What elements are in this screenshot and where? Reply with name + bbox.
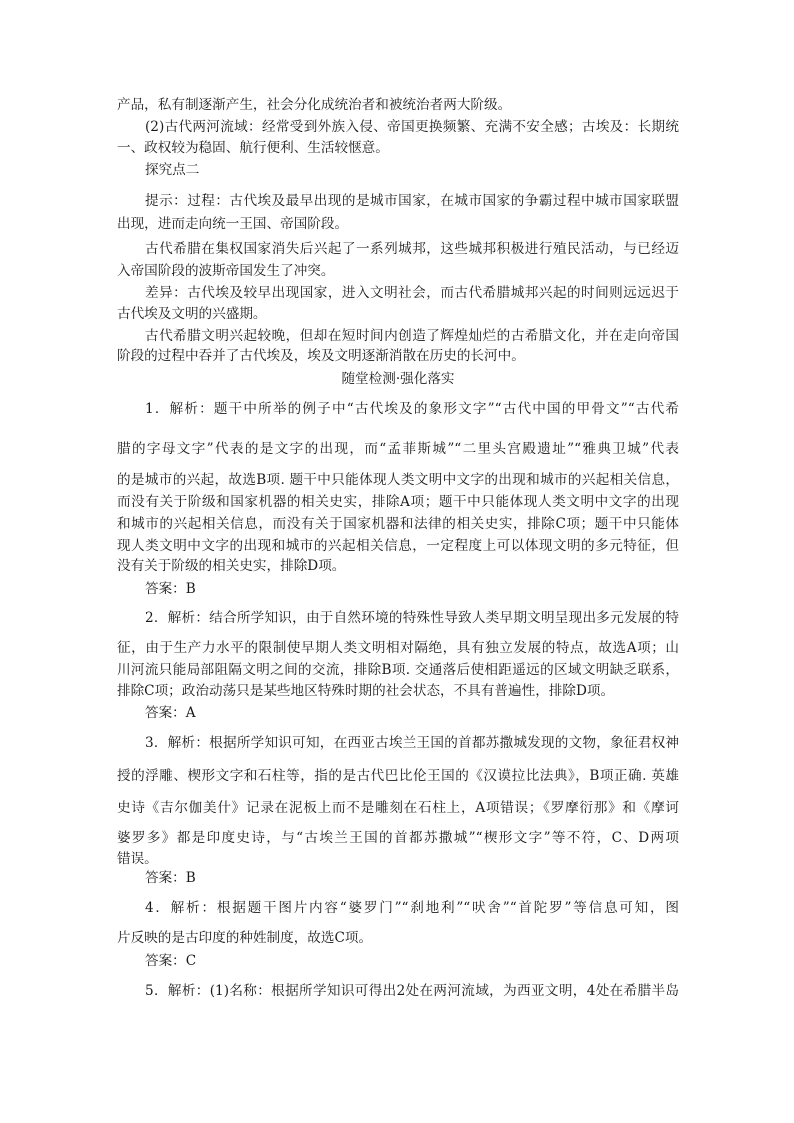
paragraph-line: 出现，进而走向统一王国、帝国阶段。 — [117, 216, 349, 232]
paragraph-line: 而没有关于阶级和国家机器的相关史实，排除A项；题干中只能体现人类文明中文字的出现 — [117, 494, 679, 510]
paragraph-line: 1．解析：题干中所举的例子中“古代埃及的象形文字”“古代中国的甲骨文”“古代希 — [145, 401, 679, 417]
answer-line: 答案：B — [145, 581, 196, 597]
paragraph-line: 阶段的过程中吞并了古代埃及，埃及文明逐渐消散在历史的长河中。 — [117, 348, 525, 364]
answer-line: 答案：B — [145, 870, 196, 886]
answer-line: 答案：A — [145, 705, 196, 721]
paragraph-line: 授的浮雕、楔形文字和石柱等，指的是古代巴比伦王国的《汉谟拉比法典》，B项正确. 英雄 — [117, 768, 679, 784]
paragraph-line: 差异：古代埃及较早出现国家，进入文明社会，而古代希腊城邦兴起的时间则远远迟于 — [145, 285, 679, 301]
paragraph-line: 现人类文明中文字的出现和城市的兴起相关信息，一定程度上可以体现文明的多元特征，但 — [117, 538, 679, 554]
paragraph-line: 入帝国阶段的波斯帝国发生了冲突。 — [117, 263, 335, 279]
paragraph-line: 古代希腊在集权国家消失后兴起了一系列城邦，这些城邦积极进行殖民活动，与已经迈 — [145, 241, 679, 257]
paragraph-line: 史诗《吉尔伽美什》记录在泥板上而不是雕刻在石柱上，A项错误；《罗摩衍那》和《摩诃 — [117, 800, 679, 816]
paragraph-line: 婆罗多》都是印度史诗，与“古埃兰王国的首都苏撒城”“楔形文字”等不符，C、D两项 — [117, 830, 679, 846]
paragraph-line: 4．解析：根据题干图片内容“婆罗门”“刹地利”“吠舍”“首陀罗”等信息可知，图 — [145, 900, 679, 916]
paragraph-line: 古代希腊文明兴起较晚，但却在短时间内创造了辉煌灿烂的古希腊文化，并在走向帝国 — [145, 328, 679, 344]
paragraph-line: 2．解析：结合所学知识，由于自然环境的特殊性导致人类早期文明呈现出多元发展的特 — [145, 610, 679, 626]
paragraph-line: 3．解析：根据所学知识可知，在西亚古埃兰王国的首都苏撒城发现的文物，象征君权神 — [145, 735, 679, 751]
paragraph-line: 没有关于阶级的相关史实，排除D项。 — [117, 558, 346, 574]
paragraph-line: 产品，私有制逐渐产生，社会分化成统治者和被统治者两大阶级。 — [117, 97, 512, 113]
paragraph-line: 一、政权较为稳固、航行便利、生活较惬意。 — [117, 140, 389, 156]
section-heading: 探究点二 — [145, 162, 200, 178]
paragraph-line: 5．解析：(1)名称：根据所学知识可得出2处在两河流域，为西亚文明，4处在希腊半岛 — [145, 983, 679, 999]
paragraph-line: 的是城市的兴起，故选B项. 题干中只能体现人类文明中文字的出现和城市的兴起相关信息， — [117, 472, 679, 488]
paragraph-line: 古代埃及文明的兴盛期。 — [117, 306, 267, 322]
paragraph-line: 和城市的兴起相关信息，而没有关于国家机器和法律的相关史实，排除C项；题干中只能体 — [117, 516, 679, 532]
paragraph-line: 提示：过程：古代埃及最早出现的是城市国家，在城市国家的争霸过程中城市国家联盟 — [145, 193, 679, 209]
answer-line: 答案：C — [145, 953, 197, 969]
paragraph-line: (2)古代两河流域：经常受到外族入侵、帝国更换频繁、充满不安全感；古埃及：长期统 — [145, 119, 679, 135]
paragraph-line: 腊的字母文字”代表的是文字的出现，而“孟菲斯城”“二里头宫殿遗址”“雅典卫城”代表 — [117, 441, 679, 457]
paragraph-line: 片反映的是古印度的种姓制度，故选C项。 — [117, 930, 373, 946]
paragraph-line: 错误。 — [117, 851, 158, 867]
paragraph-line: 川河流只能局部阻隔文明之间的交流，排除B项. 交通落后使相距遥远的区域文明缺乏联系， — [117, 662, 679, 678]
section-title: 随堂检测·强化落实 — [341, 371, 455, 387]
paragraph-line: 排除C项；政治动荡只是某些地区特殊时期的社会状态，不具有普遍性，排除D项。 — [117, 683, 615, 699]
paragraph-line: 征，由于生产力水平的限制使早期人类文明相对隔绝，具有独立发展的特点，故选A项；山 — [117, 640, 679, 656]
